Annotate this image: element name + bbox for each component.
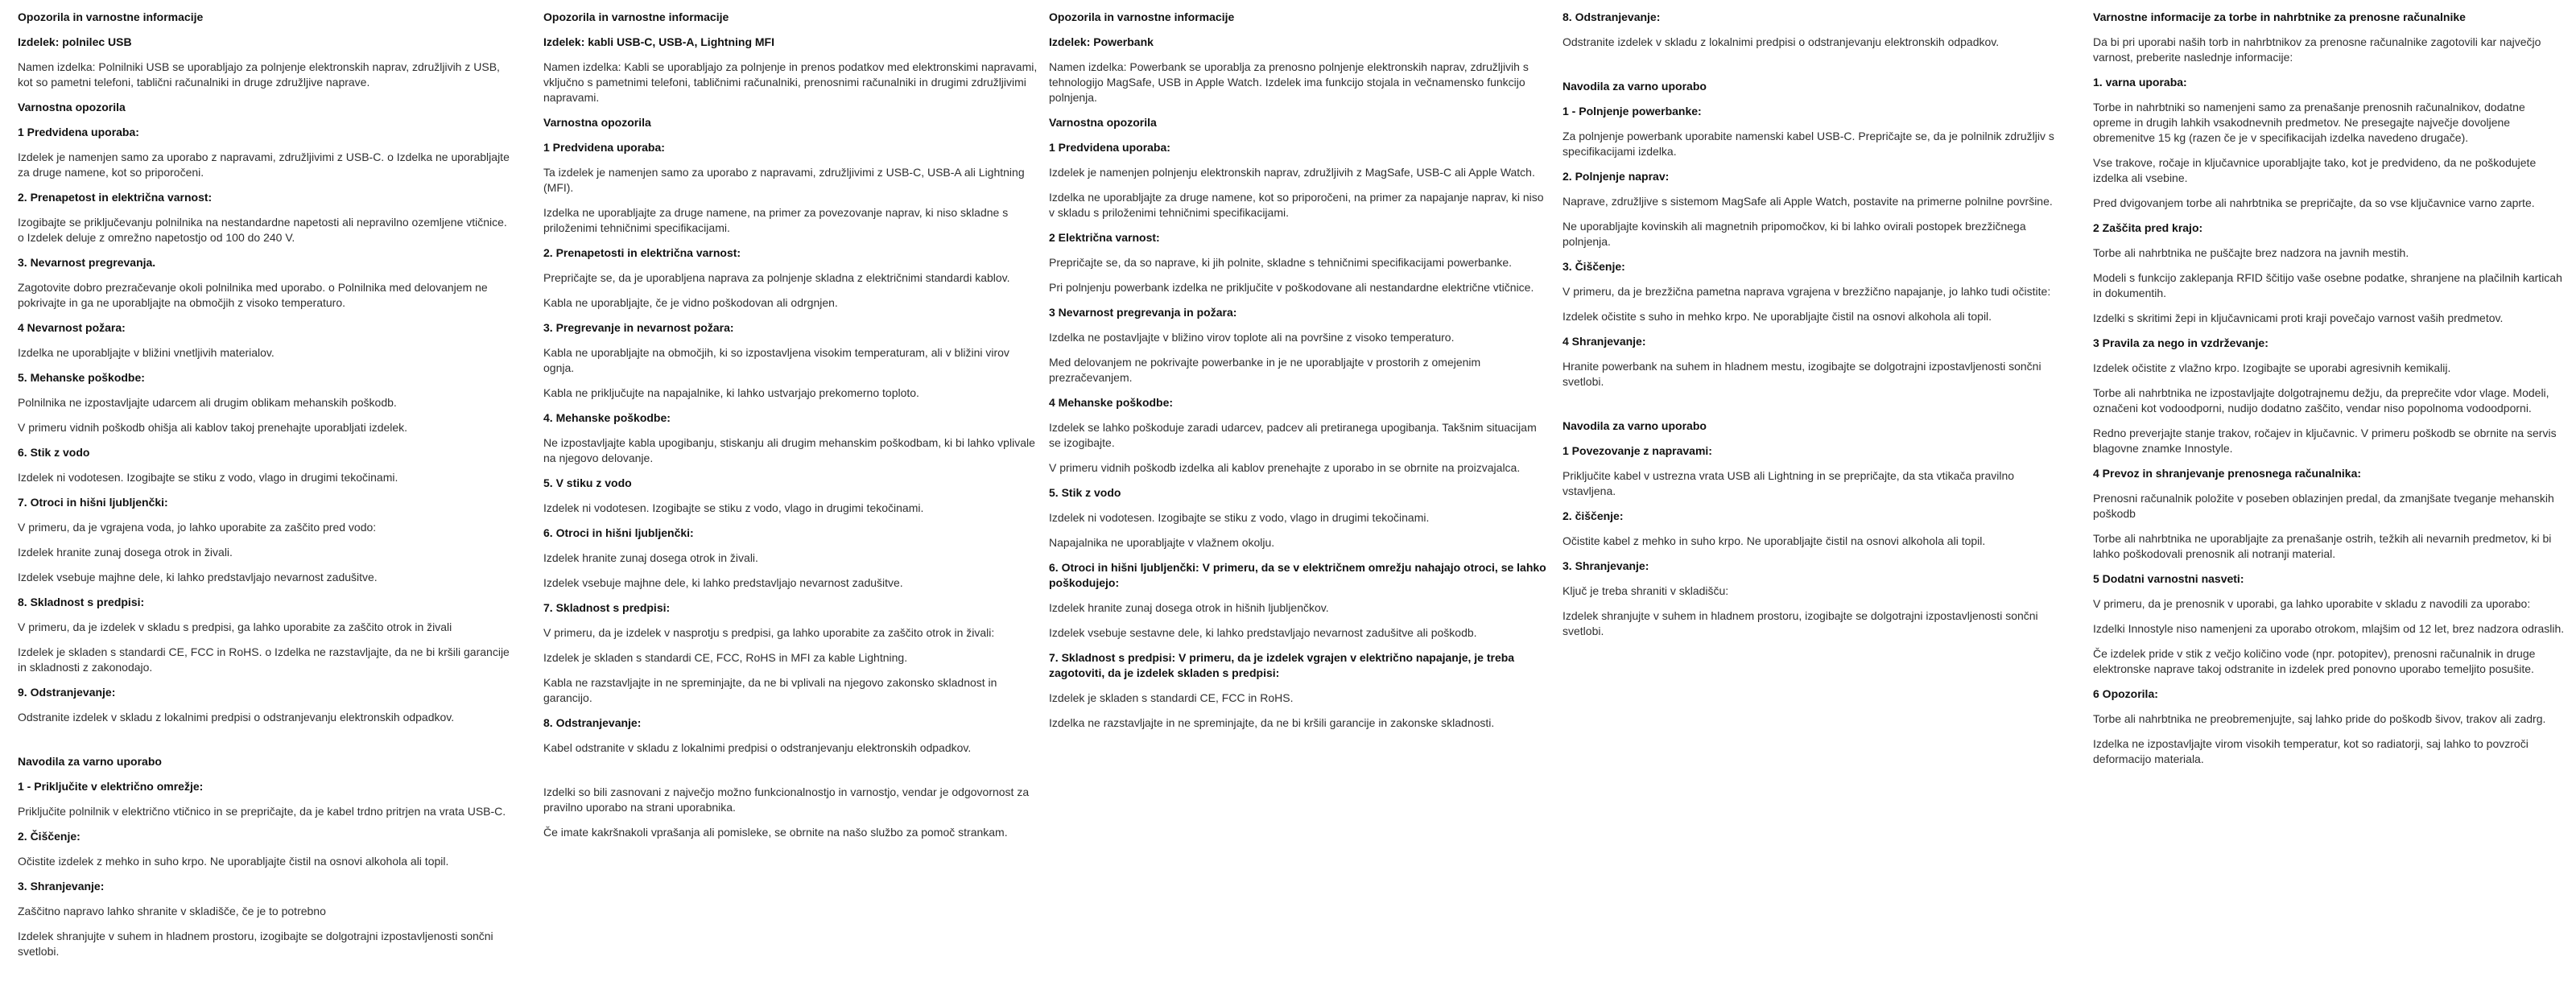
paragraph: Izdelki Innostyle niso namenjeni za uporabo otrokom, mlajšim od 12 let, brez nadzora odraslih. [2093, 622, 2565, 635]
paragraph: Pri polnjenju powerbank izdelka ne priključite v poškodovane ali nestandardne električne vtičnice. [1049, 281, 1534, 294]
section-gap [543, 765, 1039, 785]
section-heading: 1 Povezovanje z napravami: [1563, 444, 1712, 457]
paragraph: Kabla ne razstavljajte in ne spreminjajte, da ne bi vplivali na njegovo zakonsko skladnost in garancijo. [543, 676, 997, 704]
section-heading: 6. Otroci in hišni ljubljenčki: V primeru, da se v električnem omrežju nahajajo otroci, se lahko poškodujejo: [1049, 561, 1546, 589]
section-heading: 1 Predvidena uporaba: [543, 141, 665, 154]
paragraph: Izdelek se lahko poškoduje zaradi udarcev, padcev ali pretiranega upogibanja. Takšnim situacijam se izogibajte. [1049, 421, 1537, 449]
paragraph: Redno preverjajte stanje trakov, ročajev in ključavnic. V primeru poškodb se obrnite na servis blagovne znamke Innostyle. [2093, 427, 2557, 455]
paragraph: Izdelek shranjujte v suhem in hladnem prostoru, izogibajte se dolgotrajni izpostavljenosti sončni svetlobi. [1563, 609, 2038, 637]
paragraph: Izdelek očistite s suho in mehko krpo. Ne uporabljajte čistil na osnovi alkohola ali topil. [1563, 310, 1992, 323]
paragraph: Izdelka ne izpostavljajte virom visokih temperatur, kot so radiatorji, saj lahko to povzroči deformacijo materiala. [2093, 737, 2529, 765]
section-heading: 5 Dodatni varnostni nasveti: [2093, 572, 2244, 585]
section-heading: 2. Polnjenje naprav: [1563, 170, 1670, 183]
section-heading: 1 Predvidena uporaba: [18, 126, 139, 138]
section-heading: 3. Čiščenje: [1563, 260, 1625, 273]
paragraph: V primeru, da je izdelek v nasprotju s predpisi, ga lahko uporabite za zaščito otrok in živali: [543, 626, 995, 639]
paragraph: Kabla ne priključujte na napajalnike, ki lahko ustvarjajo prekomerno toploto. [543, 386, 919, 399]
section-heading: 2 Zaščita pred krajo: [2093, 221, 2203, 234]
section-heading: Varnostna opozorila [18, 101, 126, 113]
paragraph: Torbe ali nahrbtnika ne izpostavljajte dolgotrajnemu dežju, da preprečite vdor vlage. Modeli, označeni kot vodoodporni, nudijo dodatno zaščito, vendar niso popolnoma vodoodporni. [2093, 386, 2549, 414]
paragraph: Da bi pri uporabi naših torb in nahrbtnikov za prenosne računalnike zagotovili kar največjo varnost, preberite naslednje informacije: [2093, 35, 2541, 64]
paragraph: Polnilnika ne izpostavljajte udarcem ali drugim oblikam mehanskih poškodb. [18, 396, 397, 409]
column-powerbank-usage [1563, 10, 2062, 649]
paragraph: Izdelek hranite zunaj dosega otrok in hišnih ljubljenčkov. [1049, 601, 1329, 614]
section-heading: Izdelek: polnilec USB [18, 35, 132, 48]
paragraph: Torbe ali nahrbtnika ne uporabljajte za prenašanje ostrih, težkih ali nevarnih predmetov, ki bi lahko poškodovali prenosnik ali notranji material. [2093, 532, 2552, 560]
paragraph: Zaščitno napravo lahko shranite v skladišče, če je to potrebno [18, 905, 326, 917]
paragraph: Prepričajte se, da so naprave, ki jih polnite, skladne s tehničnimi specifikacijami powerbanke. [1049, 256, 1513, 269]
paragraph: V primeru, da je izdelek v skladu s predpisi, ga lahko uporabite za zaščito otrok in živali [18, 621, 452, 633]
paragraph: Izogibajte se priključevanju polnilnika na nestandardne napetosti ali nepravilno ozemljene vtičnice. o Izdelek deluje z omrežno napetostjo od 100 do 240 V. [18, 216, 507, 244]
paragraph: Izdelek vsebuje majhne dele, ki lahko predstavljajo nevarnost zadušitve. [18, 571, 378, 583]
paragraph: Izdelka ne razstavljajte in ne spreminjajte, da ne bi kršili garancije in zakonske skladnosti. [1049, 716, 1495, 729]
paragraph: Izdelek ni vodotesen. Izogibajte se stiku z vodo, vlago in drugimi tekočinami. [18, 471, 398, 484]
paragraph: Izdelek je skladen s standardi CE, FCC in RoHS. o Izdelka ne razstavljajte, da ne bi kršili garancije in skladnosti z zakonodajo. [18, 645, 510, 674]
paragraph: Hranite powerbank na suhem in hladnem mestu, izogibajte se dolgotrajni izpostavljenosti sončni svetlobi. [1563, 360, 2041, 388]
section-heading: 2 Električna varnost: [1049, 231, 1160, 244]
section-heading: Varnostna opozorila [1049, 116, 1157, 129]
section-heading: 6. Stik z vodo [18, 446, 90, 459]
paragraph: Izdelka ne uporabljajte za druge namene, na primer za povezovanje naprav, ki niso skladne s priloženimi tehničnimi specifikacijami. [543, 206, 1009, 234]
paragraph: Izdelek očistite z vlažno krpo. Izogibajte se uporabi agresivnih kemikalij. [2093, 361, 2451, 374]
paragraph: Prenosni računalnik položite v poseben oblazinjen predal, da zmanjšate tveganje mehanskih poškodb [2093, 492, 2554, 520]
section-heading: 8. Odstranjevanje: [543, 716, 642, 729]
section-heading: 8. Skladnost s predpisi: [18, 596, 145, 608]
section-heading: 1 Predvidena uporaba: [1049, 141, 1170, 154]
paragraph: Ključ je treba shraniti v skladišču: [1563, 584, 1729, 597]
paragraph: Izdelek shranjujte v suhem in hladnem prostoru, izogibajte se dolgotrajni izpostavljenosti sončni svetlobi. [18, 930, 493, 958]
section-heading: 6 Opozorila: [2093, 687, 2158, 700]
section-heading: 3. Pregrevanje in nevarnost požara: [543, 321, 734, 334]
section-heading: 4 Prevoz in shranjevanje prenosnega računalnika: [2093, 467, 2362, 480]
paragraph: Če izdelek pride v stik z večjo količino vode (npr. potopitev), prenosni računalnik in druge elektronske naprave takoj odstranite in izdelek pred ponovno uporabo temeljito posušite. [2093, 647, 2536, 675]
paragraph: Vse trakove, ročaje in ključavnice uporabljajte tako, kot je predvideno, da ne poškodujete izdelka ali vsebine. [2093, 156, 2537, 184]
paragraph: Izdelki s skritimi žepi in ključavnicami proti kraji povečajo varnost vaših predmetov. [2093, 311, 2504, 324]
paragraph: Izdelek je namenjen samo za uporabo z napravami, združljivimi z USB-C. o Izdelka ne uporabljajte za druge namene, kot so priporočeni. [18, 150, 510, 179]
paragraph: Izdelek ni vodotesen. Izogibajte se stiku z vodo, vlago in drugimi tekočinami. [543, 501, 924, 514]
section-heading: 2. čiščenje: [1563, 509, 1624, 522]
section-heading: Navodila za varno uporabo [18, 755, 162, 768]
section-heading: 5. Mehanske poškodbe: [18, 371, 145, 384]
paragraph: Izdelek vsebuje majhne dele, ki lahko predstavljajo nevarnost zadušitve. [543, 576, 903, 589]
paragraph: Izdelek hranite zunaj dosega otrok in živali. [18, 546, 233, 559]
paragraph: V primeru, da je brezžična pametna naprava vgrajena v brezžično napajanje, jo lahko tudi očistite: [1563, 285, 2051, 298]
section-heading: Varnostna opozorila [543, 116, 651, 129]
section-heading: 7. Otroci in hišni ljubljenčki: [18, 496, 168, 509]
paragraph: Ne izpostavljajte kabla upogibanju, stiskanju ali drugim mehanskim poškodbam, ki bi lahko vplivale na njegovo delovanje. [543, 436, 1035, 464]
column-powerbank [1049, 10, 1546, 740]
section-heading: Opozorila in varnostne informacije [543, 10, 729, 23]
section-heading: 2. Prenapetost in električna varnost: [18, 191, 213, 204]
section-heading: 4 Nevarnost požara: [18, 321, 126, 334]
section-heading: 3. Shranjevanje: [18, 880, 105, 893]
paragraph: Izdelek je namenjen polnjenju elektronskih naprav, združljivih z MagSafe, USB-C ali Apple Watch. [1049, 166, 1535, 179]
paragraph: Torbe ali nahrbtnika ne puščajte brez nadzora na javnih mestih. [2093, 246, 2409, 259]
paragraph: Če imate kakršnakoli vprašanja ali pomisleke, se obrnite na našo službo za pomoč strankam. [543, 826, 1008, 839]
paragraph: Izdelek je skladen s standardi CE, FCC, RoHS in MFI za kable Lightning. [543, 651, 908, 664]
paragraph: Ne uporabljajte kovinskih ali magnetnih pripomočkov, ki bi lahko ovirali postopek brezžičnega polnjenja. [1563, 220, 2026, 248]
paragraph: Odstranite izdelek v skladu z lokalnimi predpisi o odstranjevanju elektronskih odpadkov. [18, 711, 455, 724]
section-heading: 3 Pravila za nego in vzdrževanje: [2093, 336, 2268, 349]
paragraph: Izdelek ni vodotesen. Izogibajte se stiku z vodo, vlago in drugimi tekočinami. [1049, 511, 1430, 524]
section-heading: 7. Skladnost s predpisi: [543, 601, 671, 614]
paragraph: Prepričajte se, da je uporabljena naprava za polnjenje skladna z električnimi standardi kablov. [543, 271, 1010, 284]
paragraph: Izdelek je skladen s standardi CE, FCC in RoHS. [1049, 691, 1294, 704]
paragraph: Očistite izdelek z mehko in suho krpo. Ne uporabljajte čistil na osnovi alkohola ali topil. [18, 855, 449, 868]
section-heading: 3 Nevarnost pregrevanja in požara: [1049, 306, 1237, 319]
paragraph: Priključite polnilnik v električno vtičnico in se prepričajte, da je kabel trdno pritrjen na vrata USB-C. [18, 805, 506, 818]
section-heading: 1. varna uporaba: [2093, 76, 2187, 89]
paragraph: Izdelka ne uporabljajte za druge namene, kot so priporočeni, na primer za napajanje naprav, ki niso v skladu s priloženimi tehničnimi specifikacijami. [1049, 191, 1544, 219]
section-heading: 8. Odstranjevanje: [1563, 10, 1661, 23]
paragraph: Napajalnika ne uporabljajte v vlažnem okolju. [1049, 536, 1275, 549]
section-heading: 1 - Priključite v električno omrežje: [18, 780, 204, 793]
section-heading: Navodila za varno uporabo [1563, 80, 1707, 93]
section-heading: Opozorila in varnostne informacije [18, 10, 204, 23]
paragraph: Priključite kabel v ustrezna vrata USB ali Lightning in se prepričajte, da sta vtikača pravilno vstavljena. [1563, 469, 2015, 497]
section-heading: 4. Mehanske poškodbe: [543, 411, 671, 424]
paragraph: Torbe ali nahrbtnika ne preobremenjujte, saj lahko pride do poškodb šivov, trakov ali zadrg. [2093, 712, 2546, 725]
paragraph: Za polnjenje powerbank uporabite namenski kabel USB-C. Prepričajte se, da je polnilnik združljiv s specifikacijami izdelka. [1563, 130, 2054, 158]
section-heading: 7. Skladnost s predpisi: V primeru, da je izdelek vgrajen v električno napajanje, je treba zagotoviti, da je izdelek skladen s predpisi: [1049, 651, 1515, 679]
paragraph: Izdelka ne postavljajte v bližino virov toplote ali na površine z visoko temperaturo. [1049, 331, 1455, 344]
paragraph: V primeru, da je vgrajena voda, jo lahko uporabite za zaščito pred vodo: [18, 521, 377, 534]
section-heading: Izdelek: Powerbank [1049, 35, 1154, 48]
column-usb-charger [18, 10, 515, 969]
paragraph: V primeru, da je prenosnik v uporabi, ga lahko uporabite v skladu z navodili za uporabo: [2093, 597, 2531, 610]
paragraph: Modeli s funkcijo zaklepanja RFID ščitijo vaše osebne podatke, shranjene na plačilnih karticah in dokumentih. [2093, 271, 2562, 299]
column-laptop-bags [2093, 10, 2565, 777]
section-heading: 2. Čiščenje: [18, 830, 80, 843]
section-heading: 2. Prenapetosti in električna varnost: [543, 246, 741, 259]
section-gap [1563, 399, 2062, 418]
section-heading: Varnostne informacije za torbe in nahrbtnike za prenosne računalnike [2093, 10, 2466, 23]
section-heading: Opozorila in varnostne informacije [1049, 10, 1235, 23]
paragraph: Izdelek vsebuje sestavne dele, ki lahko predstavljajo nevarnost zadušitve ali poškodb. [1049, 626, 1477, 639]
paragraph: Zagotovite dobro prezračevanje okoli polnilnika med uporabo. o Polnilnika med delovanjem ne pokrivajte in ga ne uporabljajte na območjih z visoko temperaturo. [18, 281, 488, 309]
paragraph: Namen izdelka: Polnilniki USB se uporabljajo za polnjenje elektronskih naprav, združljivih z USB, kot so pametni telefoni, tablični računalniki in druge združljive naprave. [18, 60, 500, 89]
paragraph: Kabel odstranite v skladu z lokalnimi predpisi o odstranjevanju elektronskih odpadkov. [543, 741, 972, 754]
section-heading: 6. Otroci in hišni ljubljenčki: [543, 526, 694, 539]
section-heading: 4 Shranjevanje: [1563, 335, 1646, 348]
paragraph: Izdelki so bili zasnovani z največjo možno funkcionalnostjo in varnostjo, vendar je odgovornost za pravilno uporabo na strani uporabnika. [543, 785, 1030, 814]
paragraph: Kabla ne uporabljajte na območjih, ki so izpostavljena visokim temperaturam, ali v bližini virov ognja. [543, 346, 1009, 374]
section-heading: 5. V stiku z vodo [543, 476, 632, 489]
section-heading: Navodila za varno uporabo [1563, 419, 1707, 432]
paragraph: Naprave, združljive s sistemom MagSafe ali Apple Watch, postavite na primerne polnilne površine. [1563, 195, 2053, 208]
paragraph: V primeru vidnih poškodb izdelka ali kablov prenehajte z uporabo in se obrnite na proizvajalca. [1049, 461, 1521, 474]
paragraph: Odstranite izdelek v skladu z lokalnimi predpisi o odstranjevanju elektronskih odpadkov. [1563, 35, 2000, 48]
section-heading: 5. Stik z vodo [1049, 486, 1121, 499]
paragraph: Izdelka ne uporabljajte v bližini vnetljivih materialov. [18, 346, 275, 359]
paragraph: Namen izdelka: Kabli se uporabljajo za polnjenje in prenos podatkov med elektronskimi napravami, vključno s pametnimi telefoni, tabličnimi računalniki, prenosnimi računalniki in drugimi združljivimi napravami. [543, 60, 1038, 104]
section-heading: 9. Odstranjevanje: [18, 686, 116, 699]
section-heading: 4 Mehanske poškodbe: [1049, 396, 1174, 409]
column-cables [543, 10, 1039, 850]
paragraph: Izdelek hranite zunaj dosega otrok in živali. [543, 551, 758, 564]
section-heading: 1 - Polnjenje powerbanke: [1563, 105, 1702, 118]
section-heading: 3. Nevarnost pregrevanja. [18, 256, 156, 269]
section-gap [1563, 60, 2062, 79]
paragraph: Pred dvigovanjem torbe ali nahrbtnika se prepričajte, da so vse ključavnice varno zaprte. [2093, 196, 2535, 209]
paragraph: Namen izdelka: Powerbank se uporablja za prenosno polnjenje elektronskih naprav, združljivih s tehnologijo MagSafe, USB in Apple Watch. Izdelek ima funkcijo stojala in večnamensko funkcijo polnjenja. [1049, 60, 1529, 104]
section-heading: 3. Shranjevanje: [1563, 559, 1649, 572]
paragraph: Med delovanjem ne pokrivajte powerbanke in je ne uporabljajte v prostorih z omejenim prezračevanjem. [1049, 356, 1481, 384]
paragraph: V primeru vidnih poškodb ohišja ali kablov takoj prenehajte uporabljati izdelek. [18, 421, 408, 434]
paragraph: Kabla ne uporabljajte, če je vidno poškodovan ali odrgnjen. [543, 296, 838, 309]
section-gap [18, 735, 515, 754]
paragraph: Torbe in nahrbtniki so namenjeni samo za prenašanje prenosnih računalnikov, dodatne opreme in drugih lahkih vsakodnevnih predmetov. Ne presegajte največje dovoljene obremenitve 15 kg (razen če je v specifikacijah izdelka navedeno drugače). [2093, 101, 2525, 144]
paragraph: Očistite kabel z mehko in suho krpo. Ne uporabljajte čistil na osnovi alkohola ali topil. [1563, 534, 1986, 547]
paragraph: Ta izdelek je namenjen samo za uporabo z napravami, združljivimi z USB-C, USB-A ali Lightning (MFI). [543, 166, 1025, 194]
section-heading: Izdelek: kabli USB-C, USB-A, Lightning MFI [543, 35, 774, 48]
